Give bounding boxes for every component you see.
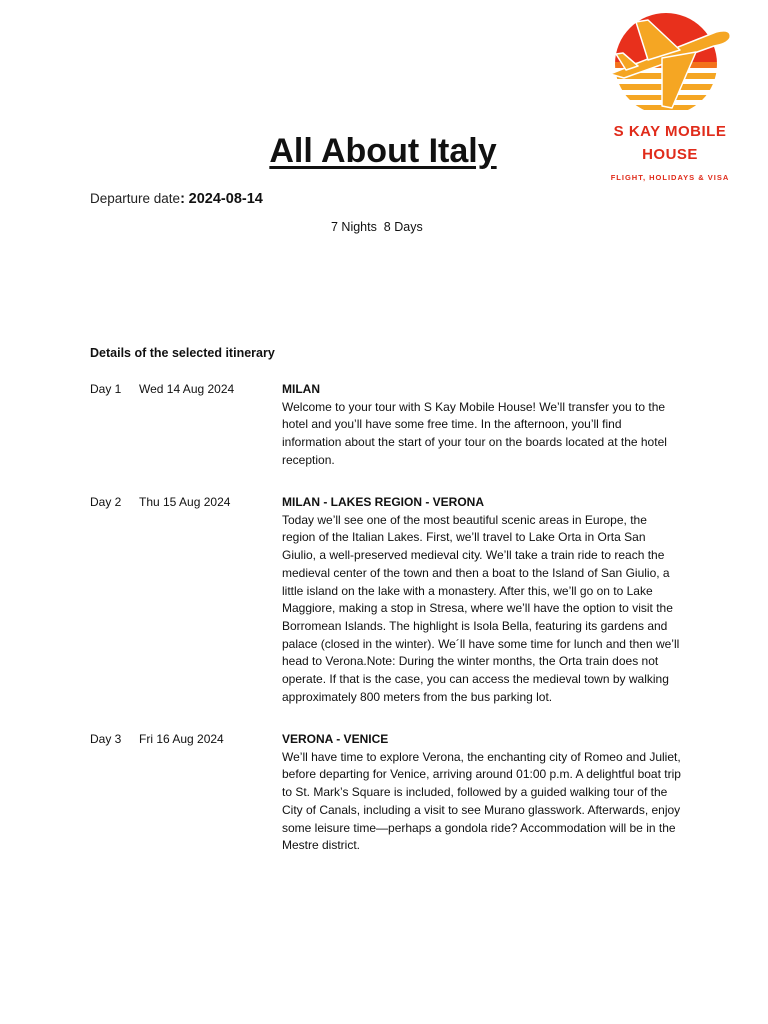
day-date: Fri 16 Aug 2024 [139, 732, 224, 746]
departure-date [90, 191, 263, 207]
day-description: We’ll have time to explore Verona, the enchanting city of Romeo and Juliet, before departing for Venice, arriving around 01:00 p.m. A delightful boat trip to St. Mark’s Square is included, followed by a guided walking tour of the City of Canals, including a visit to see Murano glasswork. Afterwards, enjoy some leisure time—perhaps a gondola ride? Accommodation will be in the Mestre district. [282, 749, 681, 853]
day-heading: MILAN - LAKES REGION - VERONA [282, 495, 485, 509]
logo-name-line1: S KAY MOBILE [613, 123, 727, 140]
logo-name-line2: HOUSE [642, 146, 698, 163]
departure-label: Departure date [90, 191, 181, 206]
day-body [282, 731, 682, 855]
sunset-plane-icon [604, 8, 736, 116]
day-heading: VERONA - VENICE [282, 732, 389, 746]
day-number: Day 2 [90, 495, 122, 509]
day-body [282, 381, 682, 470]
day-heading: MILAN [282, 382, 320, 396]
departure-value: 2024-08-14 [188, 191, 263, 207]
day-date: Wed 14 Aug 2024 [139, 382, 235, 396]
day-number: Day 3 [90, 732, 122, 746]
day-description: Welcome to your tour with S Kay Mobile House! We’ll transfer you to the hotel and you’ll have some free time. In the afternoon, you’ll find information about the start of your tour on the boards located at the hotel reception. [282, 399, 667, 467]
logo-tagline: FLIGHT, HOLIDAYS & VISA [610, 173, 730, 182]
trip-duration: 7 Nights 8 Days [331, 220, 423, 234]
departure-colon: : [180, 191, 185, 207]
day-number: Day 1 [90, 382, 122, 396]
day-date: Thu 15 Aug 2024 [139, 495, 231, 509]
day-body [282, 494, 682, 706]
itinerary-heading: Details of the selected itinerary [90, 346, 275, 360]
page-title: All About Italy [269, 132, 497, 170]
day-description: Today we’ll see one of the most beautiful scenic areas in Europe, the region of the Italian Lakes. First, we’ll travel to Lake Orta in Orta San Giulio, a well-preserved medieval city. We’ll take a train ride to reach the medieval center of the town and then a boat to the Island of San Giulio, a little island on the lake with a monastery. After this, we’ll go on to Lake Maggiore, making a stop in Stresa, where we’ll have the option to visit the Borromean Islands. The highlight is Isola Bella, featuring its gardens and palace (closed in the winter). We´ll have some time for lunch and then we’ll head to Verona.Note: During the winter months, the Orta train does not operate. If that is the case, you can access the medieval town by walking approximately 800 meters from the bus parking lot. [282, 512, 680, 704]
